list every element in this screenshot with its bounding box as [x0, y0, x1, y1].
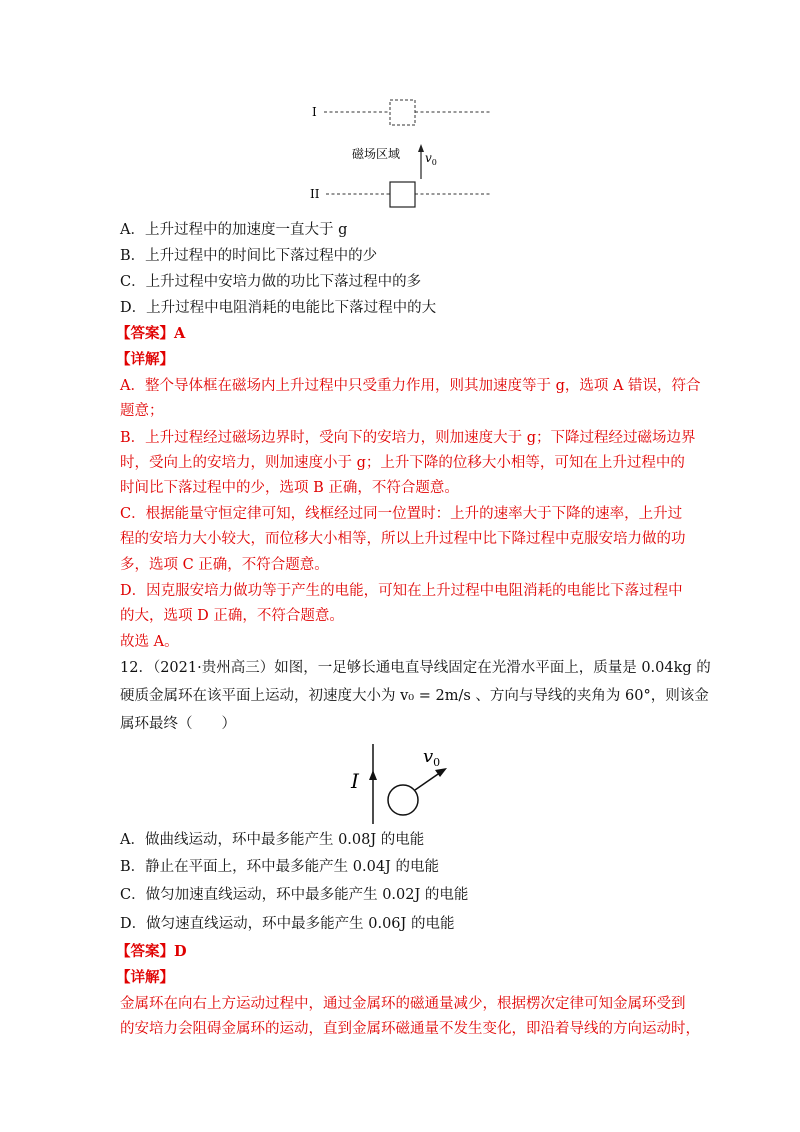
- q11-explanation-line: C．根据能量守恒定律可知，线框经过同一位置时：上升的速率大于下降的速率，上升过: [120, 506, 683, 522]
- q12-option-d: D．做匀速直线运动，环中最多能产生 0.06J 的电能: [120, 916, 455, 932]
- boundary-label-II: II: [310, 187, 320, 201]
- q11-explanation-line: B．上升过程经过磁场边界时，受向下的安培力，则加速度大于 g；下降过程经过磁场边界: [120, 430, 696, 446]
- current-label: I: [351, 769, 359, 793]
- boundary-label-I: I: [312, 105, 317, 119]
- velocity-arrowhead: [418, 144, 424, 152]
- velocity-label: $v_0$: [425, 151, 437, 167]
- q11-explanation-line: D．因克服安培力做功等于产生的电能，可知在上升过程中电阻消耗的电能比下落过程中: [120, 583, 683, 599]
- q11-option-b: B．上升过程中的时间比下落过程中的少: [120, 248, 378, 264]
- q11-explanation-line: 多，选项 C 正确，不符合题意。: [120, 557, 329, 573]
- q12-option-b: B．静止在平面上，环中最多能产生 0.04J 的电能: [120, 859, 439, 875]
- wire-ring-figure: [345, 738, 465, 828]
- q11-explanation-line: 时，受向上的安培力，则加速度小于 g；上升下降的位移大小相等，可知在上升过程中的: [120, 455, 685, 471]
- q11-detail-tag: 【详解】: [116, 351, 174, 368]
- ring-velocity-arrow: [415, 772, 441, 790]
- q12-stem-line: 属环最终（ ）: [120, 716, 236, 732]
- q11-option-a: A．上升过程中的加速度一直大于 g: [120, 222, 348, 238]
- q12-stem-line: 12．（2021·贵州高三）如图，一足够长通电直导线固定在光滑水平面上，质量是 0.04kg 的: [120, 660, 711, 676]
- current-arrowhead: [369, 770, 377, 780]
- q12-explanation-line: 的安培力会阻碍金属环的运动，直到金属环磁通量不发生变化，即沿着导线的方向运动时，: [120, 1021, 700, 1037]
- q11-explanation-line: 题意；: [120, 403, 164, 419]
- q12-answer-tag: 【答案】D: [116, 943, 187, 960]
- q12-option-a: A．做曲线运动，环中最多能产生 0.08J 的电能: [120, 832, 425, 848]
- q12-option-c: C．做匀加速直线运动，环中最多能产生 0.02J 的电能: [120, 887, 469, 903]
- metal-ring: [388, 785, 418, 815]
- q12-detail-tag: 【详解】: [116, 969, 174, 986]
- frame-dashed-top: [390, 100, 415, 125]
- ring-velocity-label: $v_0$: [423, 746, 441, 769]
- q11-option-c: C．上升过程中安培力做的功比下落过程中的多: [120, 274, 422, 290]
- q11-explanation-line: 故选 A。: [120, 634, 179, 650]
- q11-option-d: D．上升过程中电阻消耗的电能比下落过程中的大: [120, 300, 437, 316]
- q12-explanation-line: 金属环在向右上方运动过程中，通过金属环的磁通量减少，根据楞次定律可知金属环受到: [120, 996, 686, 1012]
- q11-explanation-line: A．整个导体框在磁场内上升过程中只受重力作用，则其加速度等于 g，选项 A 错误，符合: [120, 378, 701, 394]
- magnetic-region-label: 磁场区域: [352, 147, 401, 161]
- q12-stem-line: 硬质金属环在该平面上运动，初速度大小为 v₀ = 2m/s 、方向与导线的夹角为 60°，则该金: [120, 688, 709, 704]
- q11-answer-tag: 【答案】A: [116, 325, 186, 342]
- q11-explanation-line: 时间比下落过程中的少，选项 B 正确，不符合题意。: [120, 480, 459, 496]
- q11-explanation-line: 程的安培力大小较大，而位移大小相等，所以上升过程中比下降过程中克服安培力做的功: [120, 531, 686, 547]
- frame-solid-bottom: [390, 182, 415, 207]
- magnetic-field-figure: [300, 92, 500, 217]
- q11-explanation-line: 的大，选项 D 正确，不符合题意。: [120, 608, 344, 624]
